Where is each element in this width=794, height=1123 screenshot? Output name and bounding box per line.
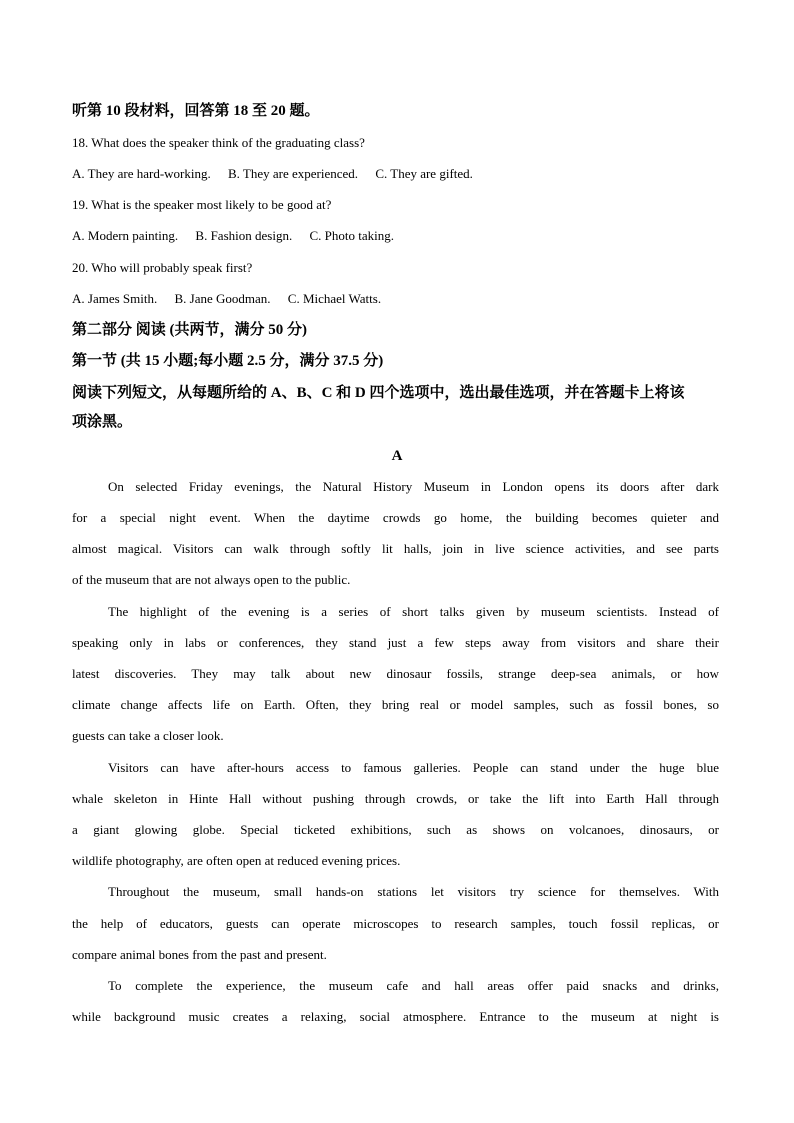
passage-line: almost magical. Visitors can walk through softly lit halls, join in live science activities, and see parts bbox=[72, 541, 719, 556]
passage-line: The highlight of the evening is a series of short talks given by museum scientists. Instead of bbox=[108, 604, 719, 619]
question-20-options bbox=[72, 290, 395, 308]
question-19-stem: 19. What is the speaker most likely to be good at? bbox=[72, 197, 332, 212]
option-b: B. Fashion design. bbox=[195, 228, 293, 243]
passage-label: A bbox=[391, 448, 403, 464]
passage-line: speaking only in labs or conferences, they stand just a few steps away from visitors and share their bbox=[72, 635, 719, 650]
passage-line: Throughout the museum, small hands-on stations let visitors try science for themselves. With bbox=[108, 884, 719, 899]
passage-line: To complete the experience, the museum cafe and hall areas offer paid snacks and drinks, bbox=[108, 978, 719, 993]
passage-line: On selected Friday evenings, the Natural History Museum in London opens its doors after dark bbox=[108, 479, 719, 494]
reading-section-heading: 第一节 (共 15 小题;每小题 2.5 分，满分 37.5 分) bbox=[72, 353, 384, 369]
passage-line: wildlife photography, are often open at reduced evening prices. bbox=[72, 853, 401, 868]
question-20-stem: 20. Who will probably speak first? bbox=[72, 260, 253, 275]
passage-line: for a special night event. When the daytime crowds go home, the building becomes quieter and bbox=[72, 510, 719, 525]
reading-instruction-line-2: 项涂黑。 bbox=[72, 414, 133, 430]
passage-line: compare animal bones from the past and present. bbox=[72, 947, 327, 962]
passage-line: whale skeleton in Hinte Hall without pushing through crowds, or take the lift into Earth Hall through bbox=[72, 791, 719, 806]
reading-instruction-line-1: 阅读下列短文，从每题所给的 A、B、C 和 D 四个选项中，选出最佳选项，并在答题卡上将该 bbox=[72, 385, 685, 401]
passage-line: a giant glowing globe. Special ticketed exhibitions, such as shows on volcanoes, dinosaurs, or bbox=[72, 822, 719, 837]
reading-part-heading: 第二部分 阅读 (共两节，满分 50 分) bbox=[72, 322, 307, 338]
passage-line: of the museum that are not always open to the public. bbox=[72, 572, 351, 587]
option-a: A. They are hard-working. bbox=[72, 166, 211, 181]
passage-line: Visitors can have after-hours access to famous galleries. People can stand under the huge blue bbox=[108, 760, 719, 775]
question-19-options bbox=[72, 227, 408, 245]
passage-line: latest discoveries. They may talk about new dinosaur fossils, strange deep-sea animals, or how bbox=[72, 666, 719, 681]
option-c: C. They are gifted. bbox=[375, 166, 473, 181]
listening-section-heading: 听第 10 段材料，回答第 18 至 20 题。 bbox=[72, 103, 320, 119]
option-a: A. Modern painting. bbox=[72, 228, 179, 243]
passage-line: the help of educators, guests can operate microscopes to research samples, touch fossil replicas, or bbox=[72, 916, 719, 931]
option-b: B. Jane Goodman. bbox=[174, 291, 271, 306]
question-18-stem: 18. What does the speaker think of the graduating class? bbox=[72, 135, 365, 150]
passage-line: guests can take a closer look. bbox=[72, 728, 224, 743]
option-a: A. James Smith. bbox=[72, 291, 158, 306]
passage-line: while background music creates a relaxing, social atmosphere. Entrance to the museum at night is bbox=[72, 1009, 719, 1024]
option-b: B. They are experienced. bbox=[228, 166, 359, 181]
passage-line: climate change affects life on Earth. Often, they bring real or model samples, such as fossil bones, so bbox=[72, 697, 719, 712]
question-18-options bbox=[72, 165, 487, 183]
option-c: C. Photo taking. bbox=[309, 228, 394, 243]
option-c: C. Michael Watts. bbox=[287, 291, 382, 306]
